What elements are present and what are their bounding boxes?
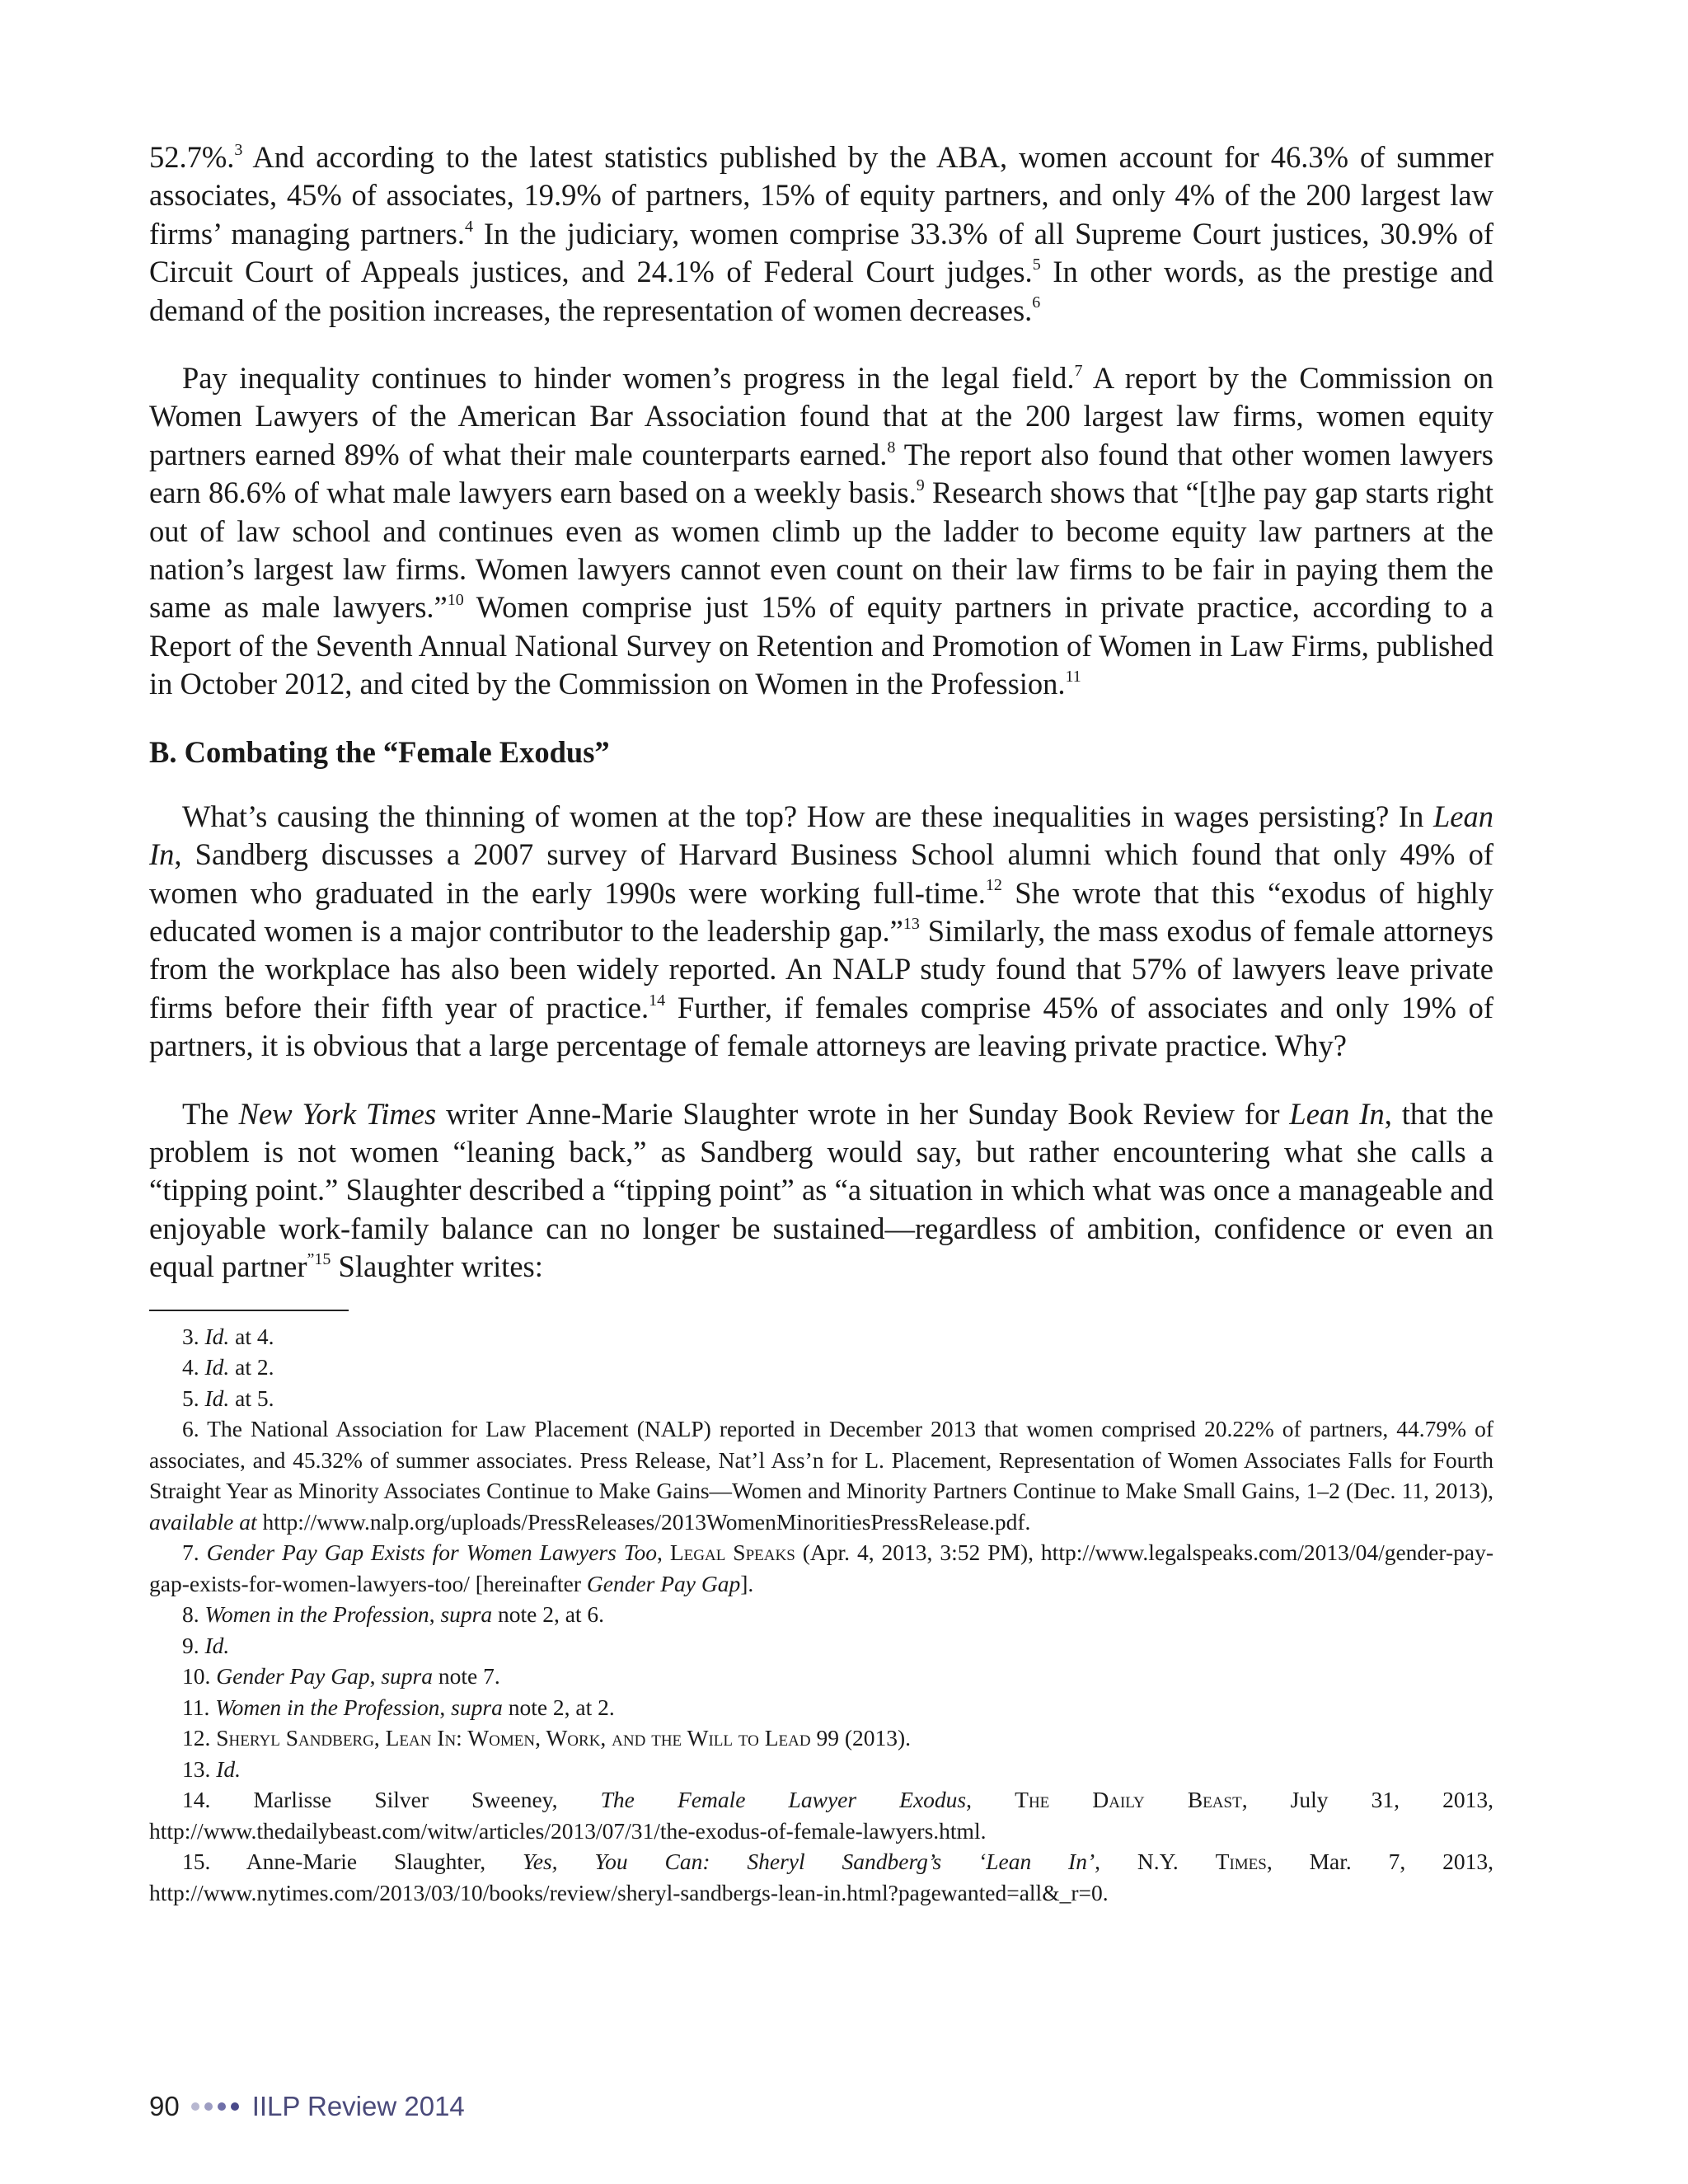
footnote-3: 3. Id. at 4. bbox=[182, 1323, 274, 1349]
footnote-ref: 5 bbox=[1032, 255, 1041, 274]
footnote-5: 5. Id. at 5. bbox=[182, 1385, 274, 1411]
footnote-7: 7. Gender Pay Gap Exists for Women Lawyers Too, Legal Speaks (Apr. 4, 2013, 3:52 PM), http://www.legalspeaks.com/2013/04/gender-pay-gap-exists-for-women-lawyers-too/ [hereinafter Gender Pay Gap]. bbox=[149, 1540, 1493, 1596]
publication-title: IILP Review 2014 bbox=[251, 2091, 465, 2121]
footnote-6: 6. The National Association for Law Placement (NALP) reported in December 2013 that women comprised 20.22% of partners, 44.79% of associates, and 45.32% of summer associates. Press Release, Nat’l Ass’n for L. Placement, Representation of Women Associates Falls for Fourth Straight Year as Minority Associates Continue to Make Gains—Women and Minority Partners Continue to Make Small Gains, 1–2 (Dec. 11, 2013), available at http://www.nalp.org/uploads/PressReleases/2013WomenMinoritiesPressRelease.pdf. bbox=[149, 1416, 1493, 1535]
footnote-ref: 10 bbox=[447, 591, 464, 610]
footnotes bbox=[149, 1321, 1493, 1909]
dot-icon bbox=[191, 2102, 199, 2111]
page-body bbox=[149, 138, 1493, 1908]
dot-icon bbox=[218, 2102, 226, 2111]
paragraph-4: The New York Times writer Anne-Marie Slaughter wrote in her Sunday Book Review for Lean In, that the problem is not women “leaning back,” as Sandberg would say, but rather encountering what she calls a “tipping point.” Slaughter described a “tipping point” as “a situation in which what was once a manageable and enjoyable work-family balance can no longer be sustained—regardless of ambition, confidence or even an equal partner$^{”15}$ Slaughter writes: bbox=[149, 1096, 1493, 1284]
dot-icon bbox=[231, 2102, 239, 2111]
decorative-dots-icon bbox=[191, 2102, 244, 2111]
paragraph-2: Pay inequality continues to hinder women’s progress in the legal field.$^7$ A report by the Commission on Women Lawyers of the American Bar Association found that at the 200 largest law firms, women equity partners earned 89% of what their male counterparts earned.$^8$ The report also found that other women lawyers earn 86.6% of what male lawyers earn based on a weekly basis.$^9$ Research shows that “[t]he pay gap starts right out of law school and continues even as women climb up the ladder to become equity law partners at the nation’s largest law firms. Women lawyers cannot even count on their law firms to be fair in paying them the same as male lawyers.”$^{10}$ Women comprise just 15% of equity partners in private practice, according to a Report of the Seventh Annual National Survey on Retention and Promotion of Women in Law Firms, published in October 2012, and cited by the Commission on Women in the Profession.$^{11}$ bbox=[149, 361, 1493, 701]
footnote-10: 10. Gender Pay Gap, supra note 7. bbox=[182, 1663, 500, 1690]
footnote-ref: 11 bbox=[1065, 668, 1081, 687]
section-heading: B. Combating the “Female Exodus” bbox=[149, 734, 610, 769]
footnote-ref: 6 bbox=[1032, 293, 1041, 312]
footnote-ref: 7 bbox=[1074, 361, 1083, 380]
footnote-12: 12. Sheryl Sandberg, Lean In: Women, Work, and the Will to Lead 99 (2013). bbox=[182, 1725, 912, 1751]
page-footer bbox=[149, 2091, 465, 2122]
footnote-ref: 9 bbox=[916, 476, 925, 495]
footnote-9: 9. Id. bbox=[182, 1632, 230, 1658]
footnote-11: 11. Women in the Profession, supra note 2, at 2. bbox=[182, 1694, 615, 1720]
footnote-ref: 3 bbox=[234, 140, 243, 159]
paragraph-3: What’s causing the thinning of women at the top? How are these inequalities in wages persisting? In Lean In, Sandberg discusses a 2007 survey of Harvard Business School alumni which found that only 49% of women who graduated in the early 1990s were working full-time.$^{12}$ She wrote that this “exodus of highly educated women is a major contributor to the leadership gap.”$^{13}$ Similarly, the mass exodus of female attorneys from the workplace has also been widely reported. An NALP study found that 57% of lawyers leave private firms before their fifth year of practice.$^{14}$ Further, if females comprise 45% of associates and only 19% of partners, it is obvious that a large percentage of female attorneys are leaving private practice. Why? bbox=[149, 799, 1493, 1063]
footnote-4: 4. Id. at 2. bbox=[182, 1354, 274, 1380]
page-number: 90 bbox=[149, 2091, 180, 2121]
footnote-ref: ”15 bbox=[307, 1250, 331, 1268]
footnote-8: 8. Women in the Profession, supra note 2, at 6. bbox=[182, 1601, 605, 1628]
footnote-ref: 14 bbox=[649, 991, 666, 1010]
footnote-ref: 12 bbox=[985, 876, 1002, 895]
footnote-ref: 4 bbox=[464, 217, 473, 236]
dot-icon bbox=[204, 2102, 213, 2111]
footnote-divider bbox=[149, 1310, 349, 1311]
footnote-13: 13. Id. bbox=[182, 1755, 241, 1782]
paragraph-1: 52.7%.$^3$ And according to the latest statistics published by the ABA, women account for 46.3% of summer associates, 45% of associates, 19.9% of partners, 15% of equity partners, and only 4% of the 200 largest law firms’ managing partners.$^4$ In the judiciary, women comprise 33.3% of all Supreme Court justices, 30.9% of Circuit Court of Appeals justices, and 24.1% of Federal Court judges.$^5$ In other words, as the prestige and demand of the position increases, the representation of women decreases.$^6$ bbox=[149, 140, 1493, 327]
footnote-15: 15. Anne-Marie Slaughter, Yes, You Can: Sheryl Sandberg’s ‘Lean In’, N.Y. Times, Mar. 7, 2013, http://www.nytimes.com/2013/03/10/books/review/sheryl-sandbergs-lean-in.html?pagewanted=all&_r=0. bbox=[149, 1849, 1493, 1905]
footnote-ref: 13 bbox=[903, 914, 920, 933]
footnote-14: 14. Marlisse Silver Sweeney, The Female Lawyer Exodus, The Daily Beast, July 31, 2013, http://www.thedailybeast.com/witw/articles/2013/07/31/the-exodus-of-female-lawyers.html. bbox=[149, 1787, 1494, 1844]
footnote-ref: 8 bbox=[887, 438, 896, 457]
